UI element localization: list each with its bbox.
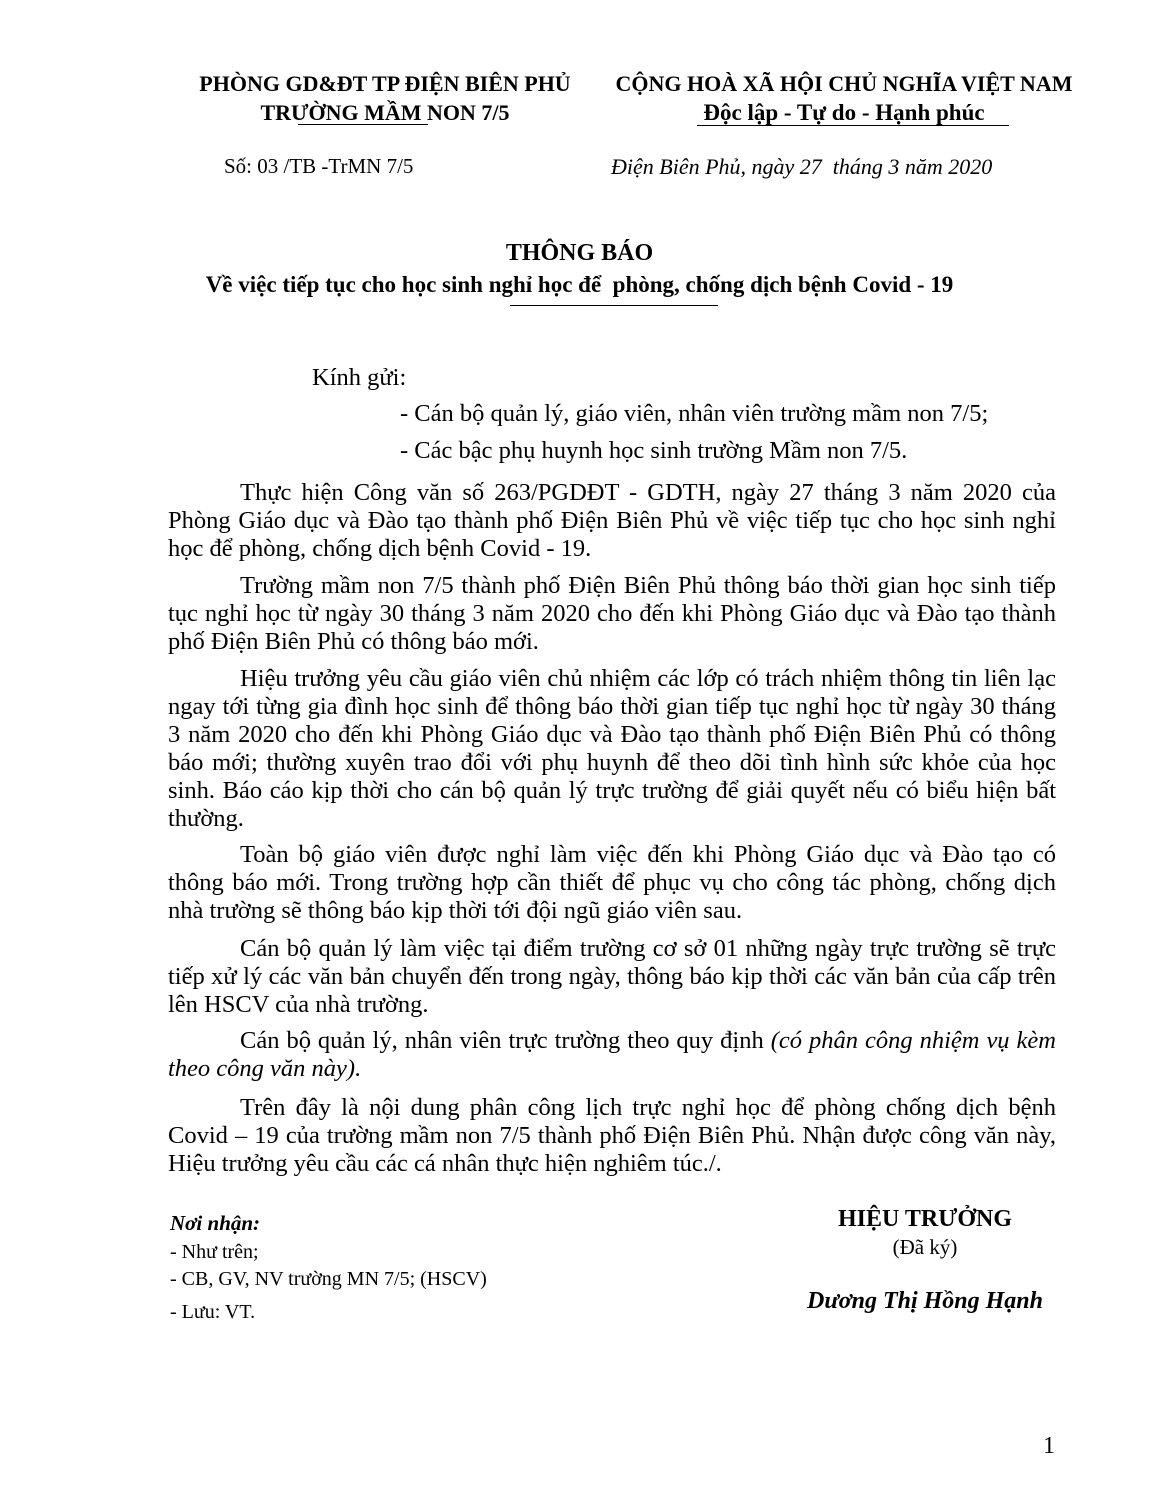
body-paragraph: Toàn bộ giáo viên được nghỉ làm việc đến khi Phòng Giáo dục và Đào tạo có thông báo mới. Trong trường hợp cần thiết để phục vụ cho công tác phòng, chống dịch nhà trường sẽ thông báo kịp thời tới đội ngũ giáo viên sau. (168, 841, 1056, 924)
document-number: Số: 03 /TB -TrMN 7/5 (224, 154, 414, 178)
para-italic-note: (có phân công nhiệm vụ kèm theo công văn này). (168, 1027, 1056, 1082)
motto: Độc lập - Tự do - Hạnh phúc (703, 100, 985, 125)
agency-name: PHÒNG GD&ĐT TP ĐIỆN BIÊN PHỦ (199, 71, 571, 96)
recipient-item: - Cán bộ quản lý, giáo viên, nhân viên trường mầm non 7/5; (400, 400, 989, 427)
distribution-item: - Như trên; (170, 1241, 259, 1263)
body-paragraph: Trên đây là nội dung phân công lịch trực nghỉ học để phòng chống dịch bệnh Covid – 19 của trường mầm non 7/5 thành phố Điện Biên Phủ. Nhận được công văn này, Hiệu trưởng yêu cầu các cá nhân thực hiện nghiêm túc./. (168, 1094, 1056, 1177)
distribution-list (170, 1210, 487, 1326)
body-paragraph (168, 1027, 1056, 1083)
signature-block (760, 1206, 1090, 1315)
para-text: Cán bộ quản lý, nhân viên trực trường theo quy định (240, 1027, 771, 1054)
body-paragraph: Trường mầm non 7/5 thành phố Điện Biên Phủ thông báo thời gian học sinh tiếp tục nghỉ học từ ngày 30 tháng 3 năm 2020 cho đến khi Phòng Giáo dục và Đào tạo thành phố Điện Biên Phủ có thông báo mới. (168, 572, 1056, 655)
distribution-label: Nơi nhận: (170, 1211, 261, 1235)
document-title: THÔNG BÁO (505, 240, 654, 266)
body-paragraph: Cán bộ quản lý làm việc tại điểm trường cơ sở 01 những ngày trực trường sẽ trực tiếp xử lý các văn bản chuyển đến trong ngày, thông báo kịp thời các văn bản của cấp trên lên HSCV của nhà trường. (168, 935, 1056, 1018)
recipients-label: Kính gửi: (312, 364, 407, 391)
signer-position: HIỆU TRƯỞNG (837, 1206, 1013, 1232)
school-name-underline (298, 124, 428, 125)
distribution-item: - Lưu: VT. (170, 1301, 256, 1323)
motto-underline (697, 125, 1009, 126)
subject-underline (510, 305, 718, 306)
national-motto-block (600, 69, 1088, 127)
signer-name: Dương Thị Hồng Hạnh (807, 1288, 1043, 1314)
place-and-date: Điện Biên Phủ, ngày 27 tháng 3 năm 2020 (611, 154, 993, 179)
body-paragraph: Hiệu trưởng yêu cầu giáo viên chủ nhiệm các lớp có trách nhiệm thông tin liên lạc ngay tới từng gia đình học sinh để thông báo thời gian tiếp tục nghỉ học từ ngày 30 tháng 3 năm 2020 cho đến khi Phòng Giáo dục và Đào tạo thành phố Điện Biên Phủ có thông báo mới; thường xuyên trao đổi với phụ huynh để theo dõi tình hình sức khỏe của học sinh. Báo cáo kịp thời cho cán bộ quản lý trực trường để giải quyết nếu có biểu hiện bất thường. (168, 665, 1056, 832)
signed-status: (Đã ký) (892, 1235, 958, 1259)
recipient-item: - Các bậc phụ huynh học sinh trường Mầm non 7/5. (400, 437, 908, 464)
school-name: TRƯỜNG MẦM NON 7/5 (260, 100, 510, 125)
country-name: CỘNG HOÀ XÃ HỘI CHỦ NGHĨA VIỆT NAM (615, 71, 1073, 96)
distribution-item: - CB, GV, NV trường MN 7/5; (HSCV) (170, 1268, 487, 1290)
document-subject: Về việc tiếp tục cho học sinh nghỉ học để phòng, chống dịch bệnh Covid - 19 (205, 272, 954, 297)
page-number: 1 (1043, 1433, 1055, 1459)
agency-block (180, 69, 590, 127)
body-paragraph: Thực hiện Công văn số 263/PGDĐT - GDTH, ngày 27 tháng 3 năm 2020 của Phòng Giáo dục và Đào tạo thành phố Điện Biên Phủ về việc tiếp tục cho học sinh nghỉ học để phòng, chống dịch bệnh Covid - 19. (168, 479, 1056, 562)
